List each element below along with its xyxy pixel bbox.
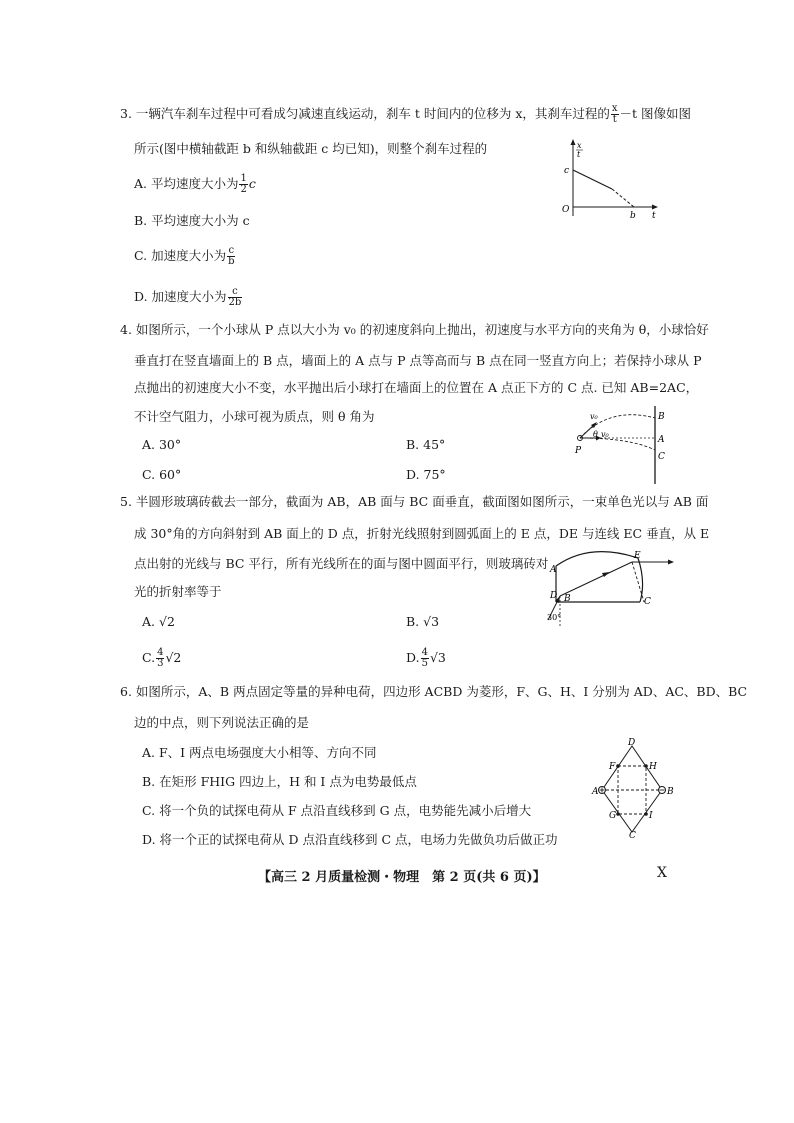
q6-point-b: B bbox=[667, 787, 674, 797]
q4-point-a: A bbox=[658, 435, 665, 445]
q4-option-b: B. 45° bbox=[406, 437, 446, 452]
q5-point-b: B bbox=[564, 594, 571, 604]
q5-angle-label: 30° bbox=[547, 613, 562, 622]
q4-stem-line4: 不计空气阻力，小球可视为质点，则 θ 角为 bbox=[134, 409, 375, 424]
q4-v0-label-upper: v₀ bbox=[590, 412, 598, 421]
q5-point-d: D bbox=[550, 591, 558, 601]
q3-xt-t-graph bbox=[556, 136, 666, 226]
q5-glass-brick-diagram bbox=[540, 546, 680, 630]
q5-stem-line1: 5. 半圆形玻璃砖截去一部分，截面为 AB，AB 面与 BC 面垂直，截面图如图所示，一束单色光以与 AB 面 bbox=[120, 494, 709, 509]
q3-stem-text: 3. 一辆汽车刹车过程中可看成匀减速直线运动，刹车 t 时间内的位移为 x，其刹车过程的 bbox=[120, 106, 610, 121]
q4-stem-line1: 4. 如图所示，一个小球从 P 点以大小为 v₀ 的初速度斜向上抛出，初速度与水平方向的夹角为 θ，小球恰好 bbox=[120, 322, 709, 337]
q5-option-c: C. $\frac{4}{3}$ √2 bbox=[142, 647, 182, 669]
q4-v0-label-lower: v₀ bbox=[601, 430, 609, 439]
q5-option-a: A. √2 bbox=[142, 614, 175, 629]
q6-stem-line1: 6. 如图所示，A、B 两点固定等量的异种电荷，四边形 ACBD 为菱形，F、G、H、I 分别为 AD、AC、BD、BC bbox=[120, 684, 748, 699]
q6-option-a: A. F、I 两点电场强度大小相等、方向不同 bbox=[142, 745, 377, 760]
q4-projectile-diagram bbox=[570, 404, 670, 486]
q5-point-a: A bbox=[550, 565, 557, 575]
q5-stem-line4: 光的折射率等于 bbox=[134, 584, 222, 599]
q3-d-fraction: $\frac{c}{2b}$ bbox=[228, 286, 242, 308]
q6-point-g: G bbox=[609, 811, 617, 821]
q4-option-d: D. 75° bbox=[406, 467, 446, 482]
q5-d-fraction: $\frac{4}{5}$ bbox=[421, 647, 428, 669]
q3-graph-b-label: b bbox=[630, 211, 636, 221]
q4-stem-line2: 垂直打在竖直墙面上的 B 点，墙面上的 A 点与 P 点等高而与 B 点在同一竖直方向上；若保持小球从 P bbox=[134, 353, 702, 368]
q5-c-fraction: $\frac{4}{3}$ bbox=[157, 647, 164, 669]
q5-point-c: C bbox=[644, 597, 651, 607]
q4-point-c: C bbox=[658, 452, 665, 462]
page-footer: 【高三 2 月质量检测・物理 第 2 页(共 6 页)】 bbox=[258, 870, 546, 885]
q3-option-d: D. 加速度大小为 $\frac{c}{2b}$ bbox=[134, 286, 242, 308]
q6-stem-line2: 边的中点，则下列说法正确的是 bbox=[134, 715, 310, 730]
q3-option-a: A. 平均速度大小为 $\frac{1}{2}$ c bbox=[134, 173, 256, 195]
q6-option-d: D. 将一个正的试探电荷从 D 点沿直线移到 C 点，电场力先做负功后做正功 bbox=[142, 832, 558, 847]
q6-point-c: C bbox=[629, 831, 636, 838]
q4-point-p: P bbox=[575, 446, 582, 456]
q4-option-c: C. 60° bbox=[142, 467, 182, 482]
q5-option-d: D. $\frac{4}{5}$ √3 bbox=[406, 647, 446, 669]
q6-option-b: B. 在矩形 FHIG 四边上，H 和 I 点为电势最低点 bbox=[142, 774, 417, 789]
q5-stem-line3: 点出射的光线与 BC 平行，所有光线所在的面与图中圆面平行，则玻璃砖对 bbox=[134, 556, 549, 571]
q6-point-a: A bbox=[592, 787, 599, 797]
q4-stem-line3: 点抛出的初速度大小不变，水平抛出后小球打在墙面上的位置在 A 点正下方的 C 点. 已知 AB=2AC， bbox=[134, 380, 699, 395]
q3-stem-line2: 所示(图中横轴截距 b 和纵轴截距 c 均已知)，则整个刹车过程的 bbox=[134, 141, 488, 156]
q4-option-a: A. 30° bbox=[142, 437, 182, 452]
q3-option-c: C. 加速度大小为 $\frac{c}{b}$ bbox=[134, 245, 235, 267]
q3-graph-ylabel-den: t bbox=[577, 150, 581, 159]
q3-x-over-t: $\frac{x}{t}$ bbox=[611, 103, 618, 125]
q5-stem-line2: 成 30°角的方向斜射到 AB 面上的 D 点，折射光线照射到圆弧面上的 E 点，DE 与连线 EC 垂直，从 E bbox=[134, 526, 710, 541]
q5-point-e: E bbox=[634, 551, 641, 561]
q6-point-h: H bbox=[649, 762, 657, 772]
q4-theta-label: θ bbox=[593, 430, 598, 439]
q3-stem-tail: －t 图像如图 bbox=[619, 106, 692, 121]
q6-option-c: C. 将一个负的试探电荷从 F 点沿直线移到 G 点，电势能先减小后增大 bbox=[142, 803, 532, 818]
q3-graph-c-label: c bbox=[564, 166, 570, 176]
q3-a-fraction: $\frac{1}{2}$ bbox=[240, 173, 247, 195]
q6-point-d: D bbox=[628, 738, 636, 748]
q6-point-i: I bbox=[649, 811, 653, 821]
q3-c-fraction: $\frac{c}{b}$ bbox=[228, 245, 235, 267]
q5-option-b: B. √3 bbox=[406, 614, 440, 629]
paper-version-mark: X bbox=[657, 865, 667, 881]
q3-graph-ylabel-num: x bbox=[577, 141, 582, 150]
q6-rhombus-diagram bbox=[590, 738, 674, 838]
q3-option-b: B. 平均速度大小为 c bbox=[134, 213, 250, 228]
q3-stem-line1 bbox=[120, 104, 691, 125]
q3-graph-t-label: t bbox=[652, 211, 656, 221]
q6-point-f: F bbox=[609, 762, 616, 772]
q4-point-b: B bbox=[658, 412, 665, 422]
q3-graph-origin-label: O bbox=[562, 205, 570, 215]
